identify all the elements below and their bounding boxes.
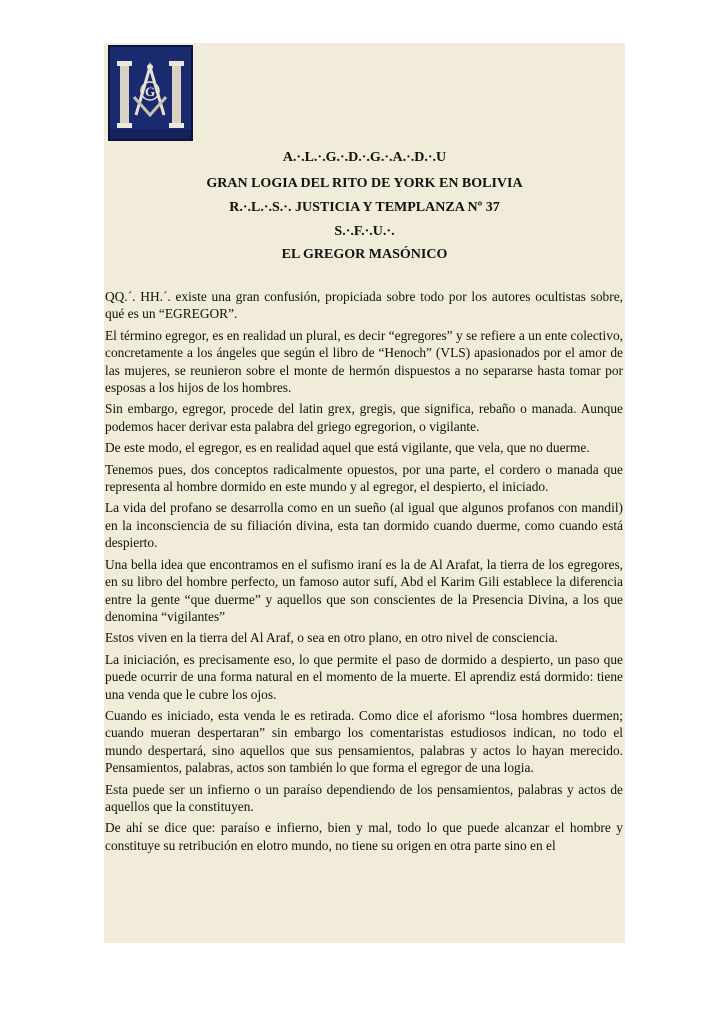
header-line-3: R.·.L.·.S.·. JUSTICIA Y TEMPLANZA Nº 37 (229, 200, 500, 215)
document-page (104, 43, 625, 943)
paragraph: El término egregor, es en realidad un plural, es decir “egregores” y se refiere a un ente colectivo, concretamente a los ángeles que según el libro de “Henoch” (VLS) apasionados por el amor de las mujeres, se reunieron sobre el monte de hermón dispuestos a no separarse hasta tomar por esposas a los hijos de los hombres. (105, 327, 623, 396)
paragraph: De ahí se dice que: paraíso e infierno, bien y mal, todo lo que puede alcanzar el hombre y constituye su retribución en elotro mundo, no tiene su origen en otra parte sino en el (105, 820, 623, 853)
paragraph: Esta puede ser un infierno o un paraíso dependiendo de los pensamientos, palabras y actos de aquellos que la constituyen. (105, 781, 623, 814)
document-title: EL GREGOR MASÓNICO (281, 247, 448, 262)
masonic-logo (108, 45, 193, 141)
paragraph: Sin embargo, egregor, procede del latin grex, gregis, que significa, rebaño o manada. Aunque podemos hacer derivar esta palabra del griego egregorion, o vigilante. (105, 401, 623, 434)
header-line-1: A.·.L.·.G.·.D.·.G.·.A.·.D.·.U (282, 150, 447, 165)
document-body (105, 288, 623, 858)
paragraph: QQ.´. HH.´. existe una gran confusión, propiciada sobre todo por los autores ocultistas sobre, qué es un “EGREGOR”. (105, 289, 623, 322)
paragraph: La iniciación, es precisamente eso, lo que permite el paso de dormido a despierto, un paso que puede ocurrir de una forma natural en el momento de la muerte. El aprendiz está dormido: tiene una venda que le cubre los ojos. (105, 651, 623, 702)
paragraph: Cuando es iniciado, esta venda le es retirada. Como dice el aforismo “losa hombres duermen; cuando mueran despertaran” sin embargo los comentaristas estudiosos indican, no todo el mundo despertará, sino aquellos que sus pensamientos, palabras y actos lo hayan merecido. Pensamientos, palabras, actos son también lo que forma el egregor de una logia. (105, 707, 623, 776)
paragraph: La vida del profano se desarrolla como en un sueño (al igual que algunos profanos con mandil) en la inconsciencia de su filiación divina, esta tan dormido cuando duerme, como cuando está despierto. (105, 500, 623, 551)
masonic-square-compass-g-icon (110, 47, 191, 139)
header-line-4: S.·.F.·.U.·. (334, 224, 395, 239)
paragraph: De este modo, el egregor, es en realidad aquel que está vigilante, que vela, que no duerme. (105, 440, 590, 456)
logo-letter: G (144, 84, 156, 99)
paragraph: Tenemos pues, dos conceptos radicalmente opuestos, por una parte, el cordero o manada que representa al hombre dormido en este mundo y al egregor, el despierto, el iniciado. (105, 461, 623, 495)
paragraph: Una bella idea que encontramos en el sufismo iraní es la de Al Arafat, la tierra de los egregores, en su libro del hombre perfecto, un famoso autor sufí, Abd el Karim Gili establece la diferencia entre la gente “que duerme” y aquellos que son conscientes de la Presencia Divina, a los que denomina “vigilantes” (105, 556, 623, 624)
paragraph: Estos viven en la tierra del Al Araf, o sea en otro plano, en otro nivel de consciencia. (105, 630, 558, 646)
header-line-2: GRAN LOGIA DEL RITO DE YORK EN BOLIVIA (206, 176, 523, 191)
